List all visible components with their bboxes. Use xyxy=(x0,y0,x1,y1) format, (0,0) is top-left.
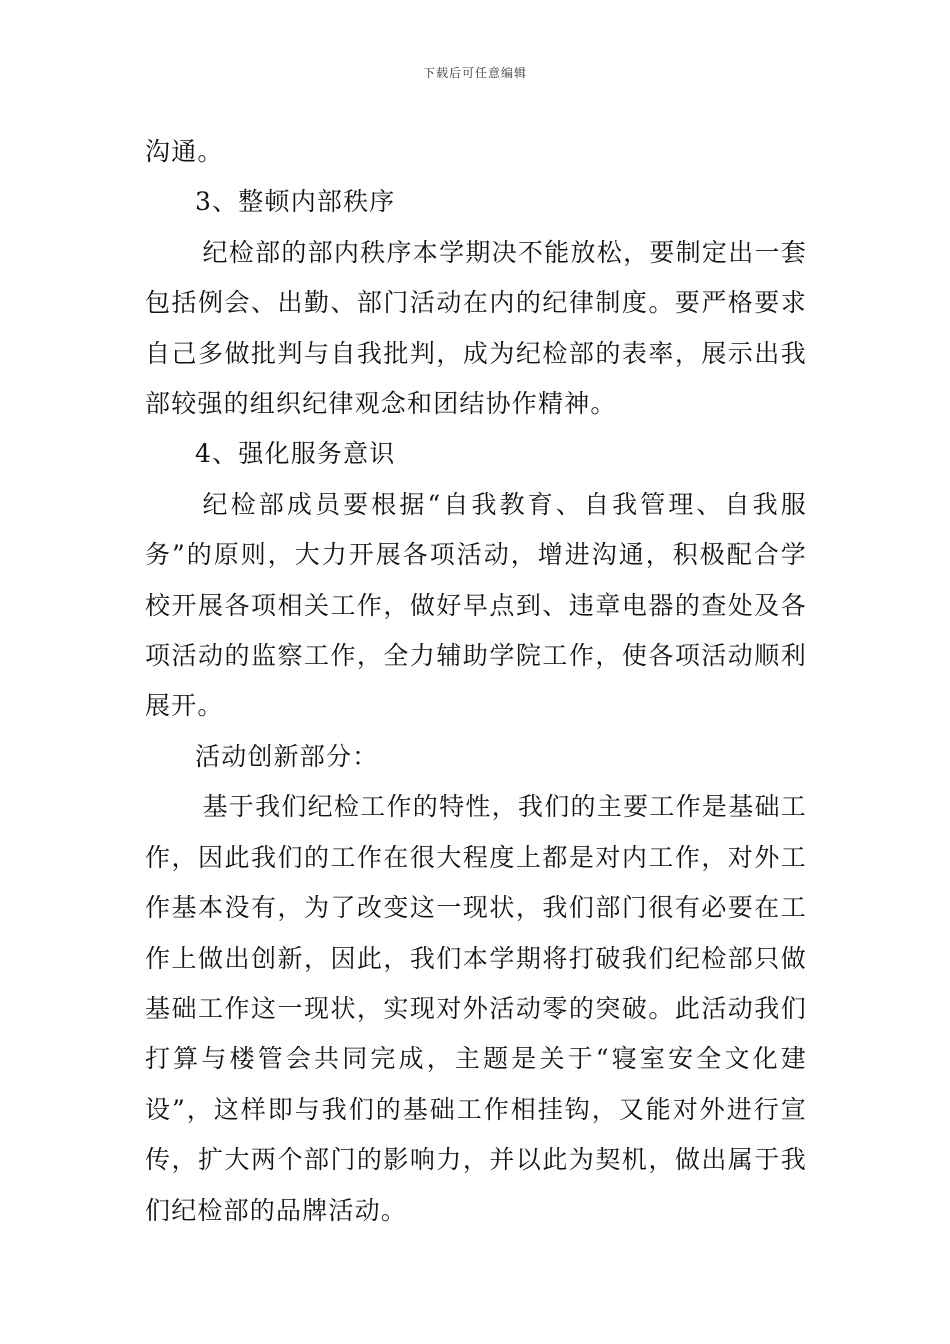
paragraph-continuation: 沟通。 xyxy=(145,137,224,166)
section-heading-3: 3、整顿内部秩序 xyxy=(195,187,396,217)
page-header-note: 下载后可任意编辑 xyxy=(422,66,527,80)
section-heading-innovation: 活动创新部分： xyxy=(195,741,379,771)
section-heading-4: 4、强化服务意识 xyxy=(195,439,396,469)
document-body xyxy=(145,127,807,1236)
paragraph-internal-order: 纪检部的部内秩序本学期决不能放松，要制定出一套包括例会、出勤、部门活动在内的纪律制度。要严格要求自己多做批判与自我批判，成为纪检部的表率，展示出我部较强的组织纪律观念和团结协作精神。 xyxy=(145,237,807,419)
paragraph-innovation: 基于我们纪检工作的特性，我们的主要工作是基础工作，因此我们的工作在很大程度上都是对内工作，对外工作基本没有，为了改变这一现状，我们部门很有必要在工作上做出创新，因此，我们本学期将打破我们纪检部只做基础工作这一现状，实现对外活动零的突破。此活动我们打算与楼管会共同完成，主题是关于“寝室安全文化建设”，这样即与我们的基础工作相挂钩，又能对外进行宣传，扩大两个部门的影响力，并以此为契机，做出属于我们纪检部的品牌活动。 xyxy=(145,792,807,1225)
paragraph-service-awareness: 纪检部成员要根据“自我教育、自我管理、自我服务”的原则，大力开展各项活动，增进沟通，积极配合学校开展各项相关工作，做好早点到、违章电器的查处及各项活动的监察工作，全力辅助学院工作，使各项活动顺利展开。 xyxy=(145,489,807,721)
